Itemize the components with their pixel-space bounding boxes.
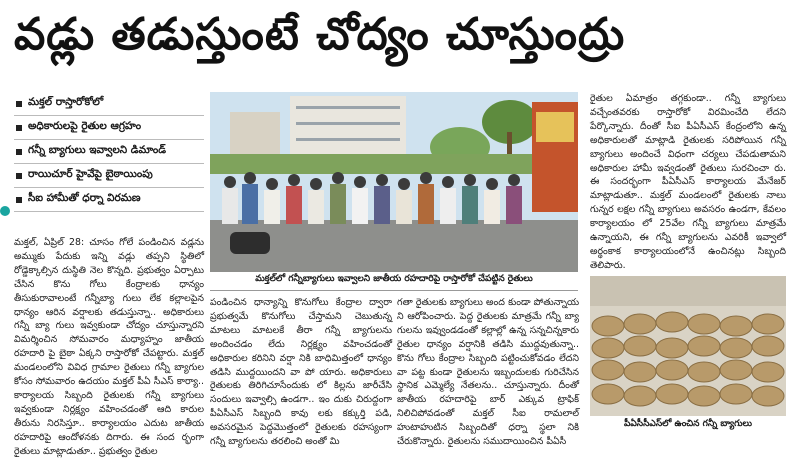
column-text: పండించిన ధాన్యాన్ని కొనుగోలు కేంద్రాల ద్వారా ప్రభుత్వమే కొనుగోలు చేస్తామని చెబుతున్న మాటలు మాటలకే తీరా గన్నీ బ్యాగులను అందించడం లేదు నిర్లక్ష్యం వహించడంతో అధికారుల కరినిని వర్షా నికి బాధిమిత్తంలో ధాన్యం తడిసి ముద్దయిందని వా పో యారు. అధికారులు రైతులకు తిరిగిచూసేందుకు లో కిల్లను జారీచేసి సందులు ఇవ్వాల్సి ఉండగా.. ఇం దుకు చిరుద్దంగా పీఏసీఎస్ సిబ్బంది కావు లకు కక్కుర్తి పడి, అవసరమైన పెద్దమొత్తంలో రైతులకు రహస్యంగా గన్నీ బ్యాగులను తరలించి అంతో మి [210, 297, 392, 448]
highlight-text: మక్తల్ రాస్తారోకోలో [28, 96, 104, 108]
bullet-icon [16, 197, 22, 203]
highlight-item [14, 140, 204, 164]
highlight-text: అధికారులపై రైతుల ఆగ్రహం [28, 120, 142, 132]
column-text: రైతుల ఏమాత్రం తగ్గకుండా.. గన్నీ బ్యాగులు వచ్చేంతవరకు రాస్తారోకో విరమించేది లేదని పేర్కొన్నారు. దీంతో సీఐ పీఏసీఎస్ కేంద్రంలోని ఉన్న అధికారులతో మాట్లాడి రైతులకు సరిపోయిన గన్నీ బ్యాగులు అందించే విధంగా చర్యలు చేపడుతామని అధికారుల హామీ ఇవ్వడంతో రైతులు సురచించా రు. ఈ సందర్భంగా పీఏసీఎస్ కార్యాలయ మేనేజర్ మాట్లాడుతూ.. మక్తల్ మండలంలో రైతులకు నాలు గున్నర లక్షల గన్నీ బ్యాగులు అవసరం ఉండగా, కేవలం కార్యాలయం లో 25వేల గన్నీ బ్యాగులు మాత్రమే ఉన్నాయని, ఈ గన్నీ బ్యాగులను ఎవరికీ ఇవ్వాలో అర్థంకాక కార్యాలయంలోనే ఉంచినట్లు సిబ్బంది తెలిపారు. [590, 93, 786, 271]
article-column-4 [590, 92, 786, 271]
article-column-1 [14, 236, 204, 457]
bullet-icon [16, 125, 22, 131]
photo-caption: పీఏసీసీఎస్‌లో ఉంచిన గన్నీ బ్యాగులు [623, 419, 753, 429]
highlight-item [14, 92, 204, 116]
photo-caption: మక్తల్‌లో గన్నీబ్యాగులు ఇవ్వాలని జాతీయ రహదారిపై రాస్తారోకో చేపట్టిన రైతులు [210, 274, 578, 291]
gunny-bags-photo [590, 276, 786, 416]
headline: వడ్లు తడుస్తుంటే చోద్యం చూస్తుంద్రు [14, 9, 626, 60]
bullet-icon [16, 101, 22, 107]
bullet-icon [16, 173, 22, 179]
protest-photo-illustration [210, 92, 578, 272]
highlight-item [14, 116, 204, 140]
column-text: గతా రైతులకు బ్యాగులు అంద కుండా పోతున్నాయ ని ఆరోపించారు. పెద్ద రైతులకు మాత్రమే గన్నీ బ్యా గులను ఇవ్వుండడంతో కల్లాల్లో ఉన్న సన్నచిన్నకారు రైతుల ధాన్యం వర్షానికి తడిసి ముద్దవుతున్నా.. కొను గోలు కేంద్రాల సిబ్బంది పట్టించుకోవడం లేదని వా పట్ట కుండా రైతులను ఇబ్బందులకు గురిచేసిన స్థానిక ఎమ్మెల్యే నేతలను.. చూస్తున్నారు. దీంతో జాతీయ రహదారిపై బార్ ఎక్కువ ట్రాఫిక్ నిలిచిపోవడంతో మక్తల్ సీఐ రామలాల్ హుటాహుటిన సిబ్బందితో ధర్నా స్థలా నికి చేరుకొన్నారు. రైతులను సముదాయించిన పీఏసీ [397, 297, 579, 448]
highlight-item [14, 188, 204, 212]
highlight-item [14, 164, 204, 188]
section-marker-icon [0, 206, 10, 216]
article-column-3 [397, 296, 579, 450]
article-column-2 [210, 296, 392, 450]
protest-photo [210, 92, 578, 272]
column-text: మక్తల్, ఏప్రిల్ 28: చూసం గోలే పండించిన వడ్లను అమ్ముకు పేదుకు ఇన్ని వడ్లు తప్పని స్థితిలో రోడ్డెక్కాల్సిన దుస్థితి నెల కొన్నది. ప్రభుత్వం ఏర్పాటు చేసిన కొను గోలు కేంద్రాలకు ధాన్యం తీసుకురావాలంటే గన్నీబ్యా గులు లేక కల్లాలపైన ధాన్యం ఆరిన వర్షాలకు తడుస్తున్నా.. అధికారులు గన్నీ బ్యా గులు ఇవ్వకుండా చోద్యం చూస్తున్నారని విమర్శించిన సోమవారం మధ్యాహ్నం జాతీయ రహదారి పై బైఠా ఏక్కని రాస్తారోకో చేపట్టారు. మక్తల్ మండలంలోని వివిధ గ్రామాల రైతులు గన్నీ బ్యాగుల కోసం సోమవారం ఉదయం మక్తల్ పీఏ సీఎస్ కార్యా.. కార్యాలయ సిబ్బంది రైతులకు గన్నీ బ్యాగులు ఇవ్వకుండా నిర్లక్ష్యం వహించడంతో ఆది కారుల తీరును నిరసిస్తూ.. కార్యాలయం ఎదుట జాతీయ రహదారిపై ఆందోళనకు దిగారు. ఈ సంద ర్భంగా రైతులు మాట్లాడుతూ.. ప్రభుత్వం రైతుల [14, 237, 204, 457]
highlight-text: గన్నీ బ్యాగులు ఇవ్వాలని డిమాండ్ [28, 144, 167, 156]
gunny-bags-illustration [590, 276, 786, 416]
highlights-list [14, 92, 204, 212]
bullet-icon [16, 149, 22, 155]
highlight-text: రాయిచూర్ హైవేపై బైఠాయింపు [28, 168, 153, 180]
highlight-text: సీఐ హామీతో ధర్నా విరమణ [28, 192, 141, 204]
